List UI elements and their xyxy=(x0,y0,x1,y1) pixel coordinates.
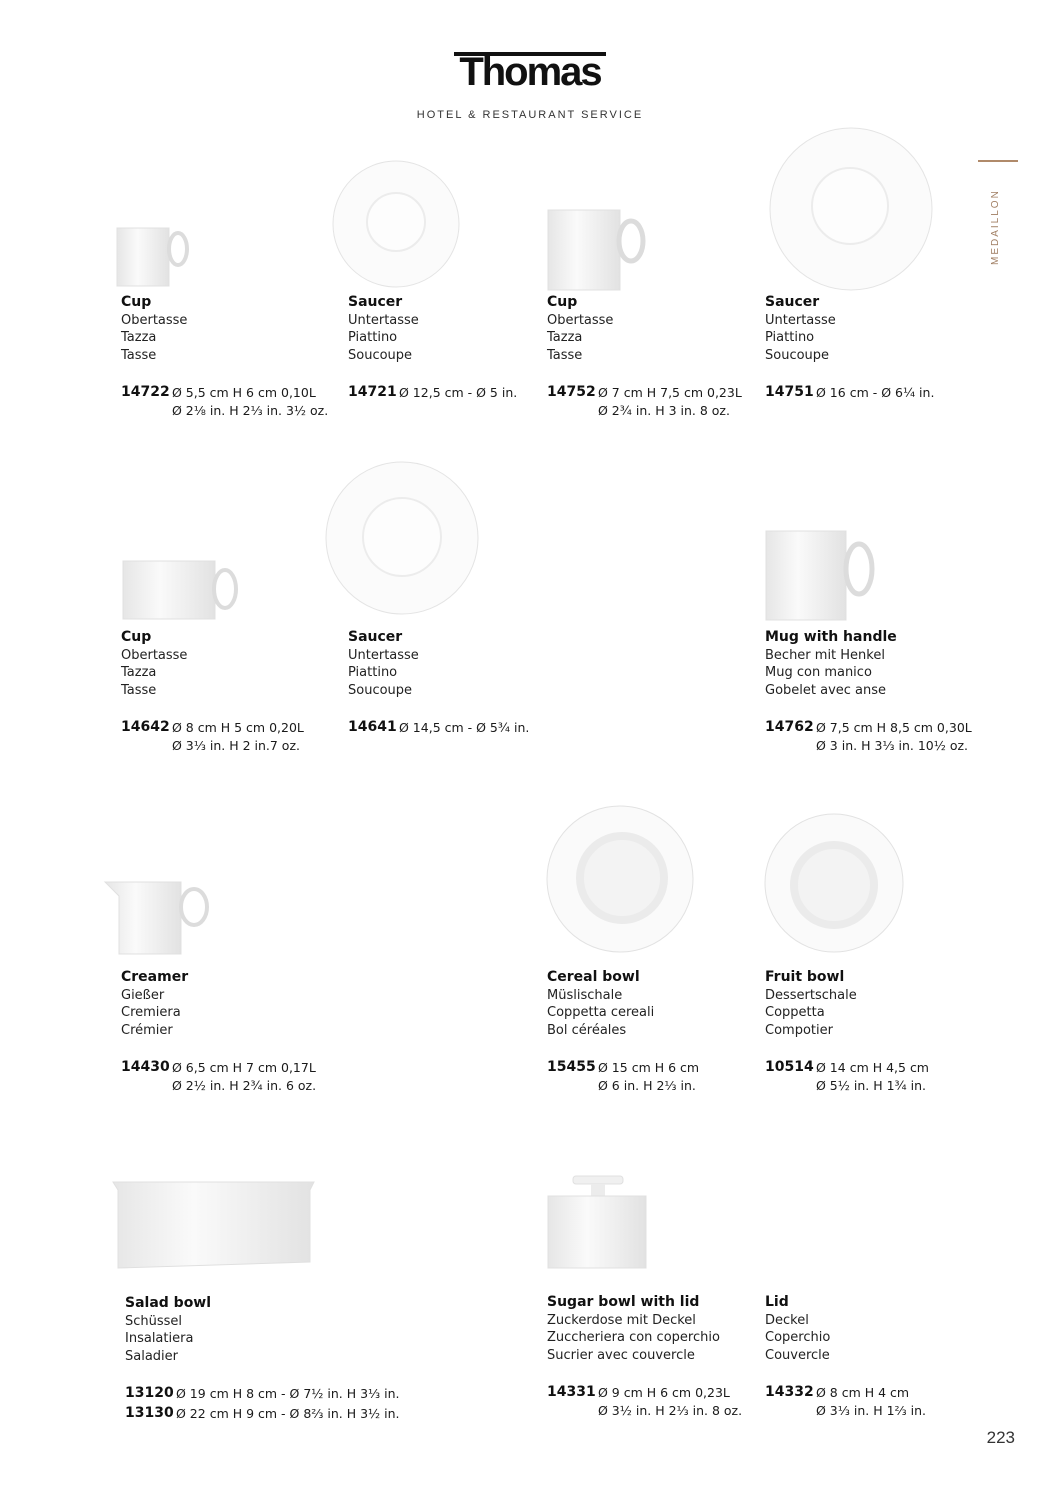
name-it: Coppetta xyxy=(765,1005,825,1021)
spec-imperial: Ø 2½ in. H 2¾ in. 6 oz. xyxy=(172,1077,317,1093)
product-title: Mug with handle xyxy=(765,629,897,645)
article-code: 14722 xyxy=(121,383,170,400)
name-it: Coperchio xyxy=(765,1330,831,1346)
name-de: Becher mit Henkel xyxy=(765,647,885,663)
product-fruit-bowl-10514 xyxy=(765,969,929,1094)
page-number: 223 xyxy=(986,1428,1015,1447)
name-fr: Couvercle xyxy=(765,1348,830,1364)
name-de: Obertasse xyxy=(547,312,614,328)
product-title: Lid xyxy=(765,1294,789,1310)
product-title: Creamer xyxy=(121,969,189,985)
name-fr: Sucrier avec couvercle xyxy=(547,1348,695,1364)
product-title: Saucer xyxy=(765,294,820,310)
name-de: Müslischale xyxy=(547,987,623,1003)
product-saucer-14641 xyxy=(348,629,529,737)
name-it: Tazza xyxy=(121,330,157,346)
name-it: Insalatiera xyxy=(125,1331,194,1347)
sugar-bowl-14331-image xyxy=(543,1172,653,1272)
spec-metric: Ø 14,5 cm - Ø 5¾ in. xyxy=(399,719,530,735)
article-code: 14642 xyxy=(121,718,170,735)
spec-imperial: Ø 3½ in. H 2⅓ in. 8 oz. xyxy=(598,1402,743,1418)
spec-metric: Ø 7,5 cm H 8,5 cm 0,30L xyxy=(816,719,972,735)
product-title: Cup xyxy=(547,294,578,310)
salad-bowl-image xyxy=(110,1176,318,1272)
product-title: Sugar bowl with lid xyxy=(547,1294,700,1310)
article-code: 14762 xyxy=(765,718,814,735)
side-rule xyxy=(978,160,1018,162)
product-title: Salad bowl xyxy=(125,1295,212,1311)
spec-imperial: Ø 2⅛ in. H 2⅓ in. 3½ oz. xyxy=(172,402,329,418)
name-fr: Soucoupe xyxy=(348,683,413,699)
spec-metric: Ø 9 cm H 6 cm 0,23L xyxy=(598,1384,730,1400)
name-fr: Tasse xyxy=(121,683,157,699)
article-code: 14430 xyxy=(121,1058,170,1075)
name-de: Schüssel xyxy=(125,1313,183,1329)
article-code: 14332 xyxy=(765,1383,814,1400)
product-title: Cereal bowl xyxy=(547,969,640,985)
name-it: Mug con manico xyxy=(765,665,872,681)
product-title: Cup xyxy=(121,629,152,645)
creamer-14430-image xyxy=(103,878,213,956)
cup-14752-image xyxy=(543,207,653,293)
name-fr: Compotier xyxy=(765,1023,833,1039)
name-de: Dessertschale xyxy=(765,987,857,1003)
name-fr: Saladier xyxy=(125,1349,179,1365)
product-cereal-bowl-15455 xyxy=(547,969,699,1094)
name-fr: Soucoupe xyxy=(348,348,413,364)
product-salad-bowl xyxy=(125,1295,400,1422)
name-it: Piattino xyxy=(348,665,398,681)
name-de: Zuckerdose mit Deckel xyxy=(547,1312,696,1328)
article-code: 14721 xyxy=(348,383,397,400)
name-fr: Crémier xyxy=(121,1023,173,1039)
spec-metric: Ø 15 cm H 6 cm xyxy=(598,1059,700,1075)
product-cup-14752 xyxy=(547,294,742,419)
spec-metric: Ø 6,5 cm H 7 cm 0,17L xyxy=(172,1059,316,1075)
product-saucer-14721 xyxy=(348,294,517,402)
name-de: Untertasse xyxy=(348,647,419,663)
fruit-bowl-10514-image xyxy=(764,812,906,956)
article-code: 13120 xyxy=(125,1384,174,1401)
spec-metric: Ø 7 cm H 7,5 cm 0,23L xyxy=(598,384,742,400)
article-code: 10514 xyxy=(765,1058,814,1075)
spec-imperial: Ø 3 in. H 3⅓ in. 10½ oz. xyxy=(816,737,969,753)
tagline: HOTEL & RESTAURANT SERVICE xyxy=(416,109,644,121)
name-fr: Tasse xyxy=(547,348,583,364)
product-cup-14722 xyxy=(121,294,328,419)
name-de: Deckel xyxy=(765,1312,809,1328)
cup-14722-image xyxy=(112,225,192,289)
name-it: Coppetta cereali xyxy=(547,1005,655,1021)
saucer-14721-image xyxy=(332,160,462,290)
name-fr: Bol céréales xyxy=(547,1023,627,1039)
name-de: Untertasse xyxy=(765,312,836,328)
cup-14642-image xyxy=(118,558,243,622)
spec-imperial: Ø 3⅓ in. H 2 in.7 oz. xyxy=(172,737,300,753)
name-it: Tazza xyxy=(121,665,157,681)
spec-metric: Ø 16 cm - Ø 6¼ in. xyxy=(816,384,935,400)
product-creamer-14430 xyxy=(121,969,316,1094)
name-it: Cremiera xyxy=(121,1005,181,1021)
name-fr: Soucoupe xyxy=(765,348,830,364)
product-lid-14332 xyxy=(765,1294,926,1419)
article-code: 14751 xyxy=(765,383,814,400)
brand-logo: Thomas xyxy=(459,50,601,94)
product-title: Saucer xyxy=(348,629,403,645)
spec-metric: Ø 14 cm H 4,5 cm xyxy=(816,1059,929,1075)
name-fr: Gobelet avec anse xyxy=(765,683,887,699)
name-de: Obertasse xyxy=(121,312,188,328)
spec-line: Ø 19 cm H 8 cm - Ø 7½ in. H 3⅓ in. xyxy=(176,1385,400,1401)
name-it: Zuccheriera con coperchio xyxy=(547,1330,720,1346)
name-de: Untertasse xyxy=(348,312,419,328)
spec-metric: Ø 5,5 cm H 6 cm 0,10L xyxy=(172,384,316,400)
spec-line: Ø 22 cm H 9 cm - Ø 8⅔ in. H 3½ in. xyxy=(176,1405,400,1421)
product-mug-14762 xyxy=(765,629,972,754)
article-code: 14331 xyxy=(547,1383,596,1400)
cereal-bowl-15455-image xyxy=(546,805,696,955)
article-code: 13130 xyxy=(125,1404,174,1421)
name-de: Gießer xyxy=(121,987,165,1003)
name-de: Obertasse xyxy=(121,647,188,663)
product-saucer-14751 xyxy=(765,294,934,402)
name-it: Piattino xyxy=(348,330,398,346)
article-code: 14641 xyxy=(348,718,397,735)
spec-metric: Ø 12,5 cm - Ø 5 in. xyxy=(399,384,518,400)
mug-14762-image xyxy=(762,527,880,623)
section-label: MEDAILLON xyxy=(990,189,1001,265)
product-title: Cup xyxy=(121,294,152,310)
name-it: Tazza xyxy=(547,330,583,346)
product-sugar-bowl-14331 xyxy=(547,1294,742,1419)
spec-imperial: Ø 2¾ in. H 3 in. 8 oz. xyxy=(598,402,730,418)
saucer-14751-image xyxy=(768,126,936,294)
product-cup-14642 xyxy=(121,629,304,754)
spec-imperial: Ø 3⅓ in. H 1⅔ in. xyxy=(816,1402,926,1418)
name-fr: Tasse xyxy=(121,348,157,364)
spec-imperial: Ø 6 in. H 2⅓ in. xyxy=(598,1077,696,1093)
name-it: Piattino xyxy=(765,330,815,346)
article-code: 14752 xyxy=(547,383,596,400)
spec-metric: Ø 8 cm H 4 cm xyxy=(816,1384,910,1400)
article-code: 15455 xyxy=(547,1058,596,1075)
spec-metric: Ø 8 cm H 5 cm 0,20L xyxy=(172,719,304,735)
product-title: Fruit bowl xyxy=(765,969,845,985)
spec-imperial: Ø 5½ in. H 1¾ in. xyxy=(816,1077,926,1093)
product-title: Saucer xyxy=(348,294,403,310)
saucer-14641-image xyxy=(324,461,482,617)
